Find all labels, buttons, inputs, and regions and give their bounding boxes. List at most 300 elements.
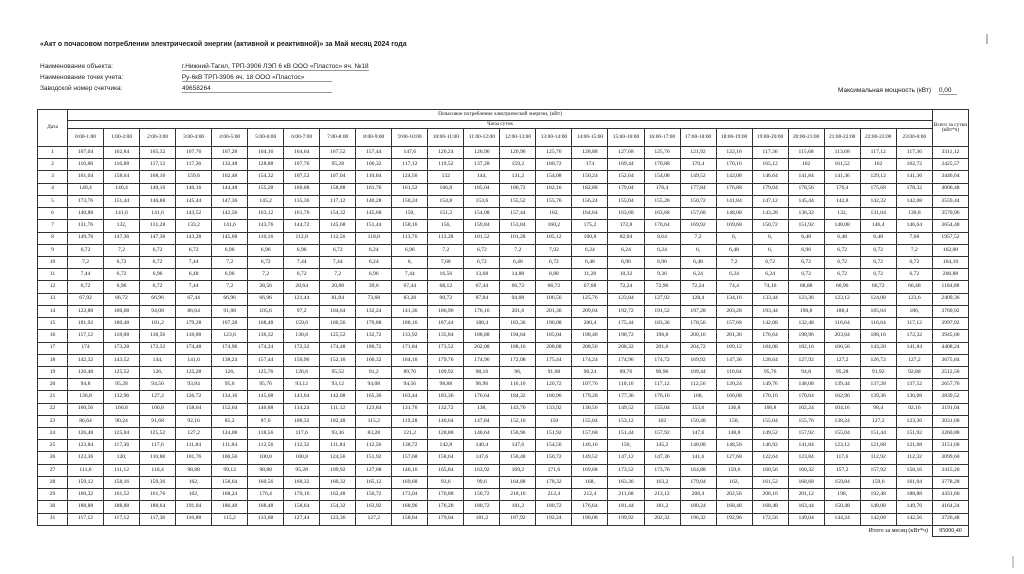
hour-value-cell: 100,8 <box>572 232 608 244</box>
hour-value-cell: 131,04 <box>860 208 896 220</box>
hour-value-cell: 7,2 <box>320 269 356 281</box>
hour-value-cell: 160,32 <box>320 476 356 488</box>
hour-value-cell: 136,32 <box>248 330 284 342</box>
hour-value-cell: 173,52 <box>608 464 644 476</box>
hour-value-cell: 127,68 <box>608 147 644 159</box>
hour-value-cell: 159,6 <box>176 171 212 183</box>
hour-value-cell: 163,92 <box>464 464 500 476</box>
hour-value-cell: 147,36 <box>212 195 248 207</box>
day-cell: 22 <box>38 403 68 415</box>
hour-value-cell: 7,2 <box>428 244 464 256</box>
table-row <box>38 147 969 159</box>
hour-value-cell: 180,48 <box>104 318 140 330</box>
hour-value-cell: 6,96 <box>248 244 284 256</box>
hour-value-cell: 148,08 <box>788 379 824 391</box>
hour-value-cell: 146,92 <box>752 440 788 452</box>
hour-value-cell: 178,56 <box>680 318 716 330</box>
hour-value-cell: 192,48 <box>860 489 896 501</box>
hour-value-cell: 176,88 <box>716 183 752 195</box>
hour-value-cell: 157,68 <box>716 318 752 330</box>
hour-value-cell: 164,88 <box>500 476 536 488</box>
hour-value-cell: 118,8 <box>356 232 392 244</box>
hour-value-cell: 167,76 <box>176 147 212 159</box>
hour-value-cell: 132,72 <box>428 403 464 415</box>
daily-total-cell: 3726,48 <box>933 513 969 525</box>
hour-value-cell: 158,64 <box>176 403 212 415</box>
day-cell: 11 <box>38 269 68 281</box>
hour-value-cell: 172,32 <box>284 342 320 354</box>
hour-value-cell: 160,32 <box>284 476 320 488</box>
hour-value-cell: 162, <box>176 476 212 488</box>
hour-value-cell: 164,16 <box>248 147 284 159</box>
hour-value-cell: 159,2 <box>500 159 536 171</box>
hour-value-cell: 145,68 <box>356 208 392 220</box>
hour-value-cell: 7,44 <box>284 256 320 268</box>
hour-value-cell: 6,96 <box>104 281 140 293</box>
hour-value-cell: 7,68 <box>428 256 464 268</box>
hour-value-cell: 133,44 <box>752 293 788 305</box>
hour-value-cell: 6,96 <box>644 256 680 268</box>
hour-value-cell: 188,64 <box>140 501 176 513</box>
hour-value-cell: 142,8 <box>824 195 860 207</box>
hour-value-cell: 6,72 <box>68 244 104 256</box>
hour-value-cell: 67,44 <box>392 281 428 293</box>
hour-value-cell: 201,12 <box>788 489 824 501</box>
hour-value-cell: 122,64 <box>752 452 788 464</box>
hour-value-cell: 179,76 <box>428 354 464 366</box>
hour-value-cell: 6,24 <box>644 244 680 256</box>
hour-value-cell: 90,96 <box>644 366 680 378</box>
hour-value-cell: 168,48 <box>248 501 284 513</box>
hour-value-cell: 126,48 <box>68 366 104 378</box>
hour-value-cell: 152,16 <box>320 354 356 366</box>
hour-value-cell: 148,08 <box>716 208 752 220</box>
month-total-label: Итого за месяц (кВт*ч) <box>868 528 928 535</box>
hour-value-cell: 161,04 <box>896 476 932 488</box>
hour-header: 7:00-8:00 <box>320 129 356 147</box>
hour-value-cell: 163,2 <box>644 476 680 488</box>
hour-value-cell: 147,6 <box>464 452 500 464</box>
hour-value-cell: 179,28 <box>176 318 212 330</box>
hour-value-cell: 6,96 <box>284 244 320 256</box>
hour-value-cell: 179,04 <box>752 183 788 195</box>
hour-value-cell: 102,48 <box>320 415 356 427</box>
hour-value-cell: 150,24 <box>572 171 608 183</box>
table-row <box>38 330 969 342</box>
hour-value-cell: 140,16 <box>140 183 176 195</box>
hour-value-cell: 28,56 <box>248 281 284 293</box>
hour-value-cell: 96, <box>500 366 536 378</box>
meta-points-value: Ру-6кВ ТРП-3906 яч. 18 ООО «Пластос» <box>182 74 332 82</box>
hour-value-cell: 182,16 <box>788 342 824 354</box>
hour-value-cell: 169,2 <box>500 464 536 476</box>
hour-value-cell: 127,68 <box>356 464 392 476</box>
hour-value-cell: 117,12 <box>644 379 680 391</box>
hour-value-cell: 159,84 <box>824 476 860 488</box>
hour-value-cell: 117,6 <box>140 440 176 452</box>
daily-total-cell: 164,16 <box>933 256 969 268</box>
hour-value-cell: 165,36 <box>356 391 392 403</box>
hour-value-cell: 202,32 <box>644 513 680 525</box>
hour-value-cell: 173,28 <box>104 342 140 354</box>
hour-value-cell: 154,32 <box>320 208 356 220</box>
hour-value-cell: 92,16 <box>896 403 932 415</box>
hour-header: 21:00-22:00 <box>824 129 860 147</box>
hour-value-cell: 201,36 <box>536 305 572 317</box>
hour-value-cell: 93,84 <box>176 379 212 391</box>
hour-value-cell: 6,72 <box>140 281 176 293</box>
daily-total-cell: 3559,44 <box>933 195 969 207</box>
hour-value-cell: 173,76 <box>644 464 680 476</box>
hour-value-cell: 168, <box>572 476 608 488</box>
hour-value-cell: 138, <box>464 403 500 415</box>
hour-value-cell: 6,72 <box>860 244 896 256</box>
hour-value-cell: 157,44 <box>356 147 392 159</box>
hour-value-cell: 163,92 <box>356 501 392 513</box>
hour-value-cell: 74,16 <box>752 281 788 293</box>
hour-value-cell: 212,4 <box>572 489 608 501</box>
hour-value-cell: 150, <box>608 440 644 452</box>
table-row <box>38 318 969 330</box>
hour-value-cell: 145,44 <box>788 195 824 207</box>
hour-value-cell: 188,88 <box>104 501 140 513</box>
hour-value-cell: 116,88 <box>176 513 212 525</box>
daily-total-cell: 2657,76 <box>933 379 969 391</box>
hour-value-cell: 135,36 <box>284 195 320 207</box>
hour-value-cell: 151,92 <box>356 452 392 464</box>
hour-value-cell: 66,96 <box>824 281 860 293</box>
hour-value-cell: 201,6 <box>500 305 536 317</box>
hour-value-cell: 115,2 <box>356 415 392 427</box>
hour-value-cell: 193,44 <box>752 305 788 317</box>
hour-value-cell: 188,88 <box>464 330 500 342</box>
hour-value-cell: 147,36 <box>644 452 680 464</box>
hour-value-cell: 99,12 <box>212 464 248 476</box>
hour-value-cell: 172,56 <box>752 513 788 525</box>
hour-value-cell: 111,12 <box>320 403 356 415</box>
hour-value-cell: 163,68 <box>644 208 680 220</box>
hour-value-cell: 121,68 <box>860 440 896 452</box>
hour-value-cell: 89,76 <box>608 366 644 378</box>
hour-value-cell: 157,68 <box>572 428 608 440</box>
hour-value-cell: 117,12 <box>68 330 104 342</box>
table-row <box>38 232 969 244</box>
hour-value-cell: 212,4 <box>536 489 572 501</box>
hour-value-cell: 142,08 <box>896 195 932 207</box>
hour-value-cell: 132,48 <box>212 159 248 171</box>
hour-value-cell: 159,12 <box>68 476 104 488</box>
hour-value-cell: 72,24 <box>680 281 716 293</box>
hour-value-cell: 94,08 <box>140 305 176 317</box>
hour-value-cell: 95,6 <box>212 379 248 391</box>
hour-value-cell: 150, <box>392 208 428 220</box>
hour-value-cell: 94,8 <box>68 379 104 391</box>
hour-value-cell: 190,8 <box>788 305 824 317</box>
hour-value-cell: 98,4 <box>860 403 896 415</box>
daily-total-cell: 3675,84 <box>933 354 969 366</box>
hour-value-cell: 123,84 <box>788 452 824 464</box>
hour-value-cell: 153,84 <box>500 220 536 232</box>
daily-total-cell: 3760,92 <box>933 305 969 317</box>
hour-value-cell: 86,64 <box>176 305 212 317</box>
hour-value-cell: 83,28 <box>392 293 428 305</box>
hour-value-cell: 123,12 <box>824 440 860 452</box>
hour-value-cell: 6,24 <box>752 269 788 281</box>
hour-value-cell: 149,76 <box>896 501 932 513</box>
hour-value-cell: 141,36 <box>392 305 428 317</box>
hour-value-cell: 149,52 <box>752 428 788 440</box>
hour-value-cell: 140,64 <box>428 415 464 427</box>
hour-value-cell: 149,04 <box>788 513 824 525</box>
hour-value-cell: 143,28 <box>752 208 788 220</box>
table-row <box>38 428 969 440</box>
hour-value-cell: 148,08 <box>680 440 716 452</box>
hour-value-cell: 157,92 <box>644 428 680 440</box>
hour-value-cell: 123,12 <box>824 293 860 305</box>
hour-value-cell: 179,04 <box>608 183 644 195</box>
hour-value-cell: 127,44 <box>284 513 320 525</box>
hour-value-cell: 133,92 <box>392 330 428 342</box>
hour-value-cell: 14,88 <box>500 269 536 281</box>
hour-value-cell: 174,24 <box>248 342 284 354</box>
hour-value-cell: 6,72 <box>824 269 860 281</box>
day-cell: 9 <box>38 244 68 256</box>
hour-value-cell: 10,32 <box>608 269 644 281</box>
hour-value-cell: 93,12 <box>284 379 320 391</box>
daily-total-cell: 4431,60 <box>933 489 969 501</box>
hour-value-cell: 6,72 <box>896 269 932 281</box>
hour-value-cell: 138,24 <box>212 354 248 366</box>
hour-value-cell: 150,72 <box>536 452 572 464</box>
hour-value-cell: 6,48 <box>572 256 608 268</box>
hour-value-cell: 161,52 <box>752 476 788 488</box>
hour-value-cell: 141,84 <box>716 195 752 207</box>
hour-value-cell: 6,72 <box>140 256 176 268</box>
hour-value-cell: 6, <box>752 244 788 256</box>
hour-value-cell: 208,32 <box>608 342 644 354</box>
hour-value-cell: 157,2 <box>824 464 860 476</box>
hour-value-cell: 102,24 <box>788 403 824 415</box>
hour-value-cell: 183,36 <box>500 318 536 330</box>
hour-value-cell: 123,36 <box>788 293 824 305</box>
hour-value-cell: 152,64 <box>212 403 248 415</box>
hour-value-cell: 180,72 <box>464 501 500 513</box>
hour-value-cell: 123,36 <box>896 415 932 427</box>
hour-value-cell: 107,04 <box>320 171 356 183</box>
table-row <box>38 366 969 378</box>
hour-value-cell: 138,24 <box>824 415 860 427</box>
hour-value-cell: 81,84 <box>320 293 356 305</box>
table-row <box>38 452 969 464</box>
day-cell: 25 <box>38 440 68 452</box>
hour-value-cell: 133,92 <box>536 403 572 415</box>
hour-value-cell: 8,88 <box>536 269 572 281</box>
hour-value-cell: 147,36 <box>104 232 140 244</box>
hour-value-cell: 155,04 <box>608 195 644 207</box>
hour-value-cell: 91,68 <box>212 305 248 317</box>
hour-value-cell: 209,04 <box>572 305 608 317</box>
hour-value-cell: 170,64 <box>644 220 680 232</box>
hour-value-cell: 180,96 <box>536 391 572 403</box>
day-cell: 2 <box>38 159 68 171</box>
hour-value-cell: 13,68 <box>464 269 500 281</box>
hour-value-cell: 155,04 <box>824 428 860 440</box>
hour-value-cell: 136,8 <box>68 391 104 403</box>
hour-value-cell: 109,92 <box>320 464 356 476</box>
hour-header: 23:00-0:00 <box>896 129 932 147</box>
hour-value-cell: 186,48 <box>212 501 248 513</box>
hour-value-cell: 112,92 <box>860 452 896 464</box>
hour-value-cell: 153,6 <box>464 195 500 207</box>
day-cell: 8 <box>38 232 68 244</box>
hour-value-cell: 6,24 <box>608 244 644 256</box>
hour-header: 6:00-7:00 <box>284 129 320 147</box>
hour-value-cell: 146,16 <box>392 464 428 476</box>
hour-value-cell: 110,04 <box>356 171 392 183</box>
hour-value-cell: 120,24 <box>716 379 752 391</box>
hour-value-cell: 163,44 <box>788 501 824 513</box>
hour-value-cell: 6,48 <box>500 256 536 268</box>
hour-value-cell: 128,4 <box>680 293 716 305</box>
hour-value-cell: 95,28 <box>104 379 140 391</box>
hour-value-cell: 140,4 <box>464 440 500 452</box>
hour-value-cell: 142,56 <box>212 208 248 220</box>
hour-value-cell: 196,08 <box>572 513 608 525</box>
hour-value-cell: 147,36 <box>716 354 752 366</box>
hour-value-cell: 151,92 <box>536 428 572 440</box>
hour-value-cell: 141,36 <box>896 171 932 183</box>
hour-value-cell: 73,68 <box>356 293 392 305</box>
hour-value-cell: 204,72 <box>680 342 716 354</box>
hour-value-cell: 7,44 <box>176 256 212 268</box>
hour-value-cell: 154,08 <box>536 171 572 183</box>
hour-value-cell: 116,64 <box>860 318 896 330</box>
hour-value-cell: 157,68 <box>680 208 716 220</box>
hour-value-cell: 93,6 <box>428 476 464 488</box>
hour-value-cell: 160,8 <box>140 403 176 415</box>
hour-value-cell: 147,6 <box>392 147 428 159</box>
hour-value-cell: 92,16 <box>176 415 212 427</box>
hour-value-cell: 142,08 <box>752 318 788 330</box>
hour-value-cell: 163,36 <box>608 476 644 488</box>
hour-value-cell: 202,08 <box>464 342 500 354</box>
daily-total-cell: 4006,48 <box>933 183 969 195</box>
hour-value-cell: 138,72 <box>392 440 428 452</box>
hour-value-cell: 6,72 <box>104 256 140 268</box>
daily-total-cell: 3151,68 <box>933 440 969 452</box>
hour-value-cell: 181,2 <box>644 501 680 513</box>
hour-value-cell: 188,88 <box>68 501 104 513</box>
hour-value-cell: 141,6 <box>680 452 716 464</box>
hour-value-cell: 128,88 <box>428 428 464 440</box>
hour-value-cell: 125,76 <box>248 366 284 378</box>
hour-value-cell: 127,2 <box>356 513 392 525</box>
hour-value-cell: 176,4 <box>248 489 284 501</box>
hour-value-cell: 123,84 <box>68 440 104 452</box>
hour-value-cell: 6,24 <box>680 269 716 281</box>
hour-value-cell: 121,92 <box>680 147 716 159</box>
hour-value-cell: 125,76 <box>536 147 572 159</box>
hour-value-cell: 201,6 <box>644 342 680 354</box>
hour-value-cell: 177,36 <box>608 391 644 403</box>
hour-value-cell: 150,48 <box>680 415 716 427</box>
hour-value-cell: 200,16 <box>680 330 716 342</box>
hour-value-cell: 97,2 <box>284 305 320 317</box>
hour-value-cell: 118,56 <box>140 330 176 342</box>
hour-value-cell: 174,48 <box>320 342 356 354</box>
hour-value-cell: 6, <box>716 232 752 244</box>
hour-value-cell: 6,72 <box>860 256 896 268</box>
hour-value-cell: 95,28 <box>824 366 860 378</box>
hour-value-cell: 150, <box>716 415 752 427</box>
hour-value-cell: 146,4 <box>860 220 896 232</box>
consumption-table <box>37 109 969 537</box>
hour-value-cell: 201,36 <box>716 330 752 342</box>
day-cell: 12 <box>38 281 68 293</box>
hour-value-cell: 185,04 <box>860 305 896 317</box>
daily-total-cell: 3945,60 <box>933 330 969 342</box>
hour-value-cell: 120, <box>104 452 140 464</box>
hour-value-cell: 142,08 <box>320 391 356 403</box>
hour-value-cell: 162 <box>860 159 896 171</box>
hour-value-cell: 140,64 <box>464 428 500 440</box>
hour-value-cell: 198,72 <box>608 330 644 342</box>
hour-value-cell: 100,56 <box>212 452 248 464</box>
hour-value-cell: 203,04 <box>824 330 860 342</box>
hour-value-cell: 173,52 <box>428 342 464 354</box>
hour-value-cell: 140,28 <box>356 195 392 207</box>
hour-value-cell: 211,68 <box>608 489 644 501</box>
hour-value-cell: 162 <box>644 415 680 427</box>
hour-value-cell: 110,4 <box>140 464 176 476</box>
hour-value-cell: 175,68 <box>860 183 896 195</box>
hour-value-cell: 158,88 <box>320 183 356 195</box>
hour-value-cell: 147,6 <box>680 428 716 440</box>
hour-value-cell: 145,68 <box>320 220 356 232</box>
hour-value-cell: 135,84 <box>428 330 464 342</box>
hour-value-cell: 169,44 <box>608 159 644 171</box>
hour-value-cell: 146,64 <box>752 171 788 183</box>
day-cell: 1 <box>38 147 68 159</box>
hour-value-cell: 111,6 <box>68 464 104 476</box>
day-cell: 16 <box>38 330 68 342</box>
hour-value-cell: 176,64 <box>572 501 608 513</box>
hour-value-cell: 168, <box>680 391 716 403</box>
hour-header: 16:00-17:00 <box>644 129 680 147</box>
hour-value-cell: 147,36 <box>140 232 176 244</box>
hour-value-cell: 161,76 <box>284 208 320 220</box>
hour-value-cell: 152,16 <box>500 415 536 427</box>
hour-value-cell: 181,92 <box>68 318 104 330</box>
hour-value-cell: 7,2 <box>212 281 248 293</box>
max-power-label: Максимальная мощность (кВт) <box>838 87 932 94</box>
hour-value-cell: 122,16 <box>716 147 752 159</box>
hour-value-cell: 106,56 <box>536 293 572 305</box>
hour-value-cell: 188,4 <box>824 305 860 317</box>
hour-value-cell: 127,2 <box>824 354 860 366</box>
hour-value-cell: 168,48 <box>716 501 752 513</box>
hour-value-cell: 95,28 <box>320 159 356 171</box>
hour-value-cell: 160,32 <box>788 464 824 476</box>
hour-value-cell: 91,2 <box>356 366 392 378</box>
hour-value-cell: 142,8 <box>428 440 464 452</box>
hour-value-cell: 170,16 <box>752 391 788 403</box>
hour-value-cell: 100,68 <box>104 305 140 317</box>
hour-value-cell: 91,68 <box>140 415 176 427</box>
hour-value-cell: 6,24 <box>356 256 392 268</box>
hour-value-cell: 143,52 <box>176 208 212 220</box>
hour-value-cell: 11,28 <box>572 269 608 281</box>
